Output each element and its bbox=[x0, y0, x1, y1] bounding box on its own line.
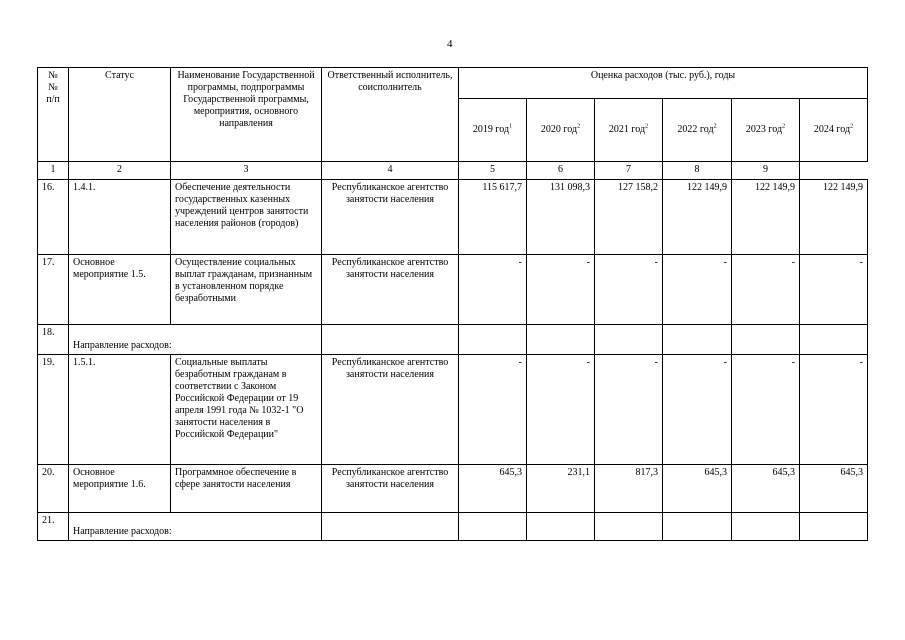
row-name: Социальные выплаты безработным гражданам в соответствии с Законом Российской Федерации от 19 апреля 1991 года № 1032-1 "О занятости населения в Российской Федерации" bbox=[171, 355, 322, 465]
empty-cell bbox=[663, 325, 732, 355]
table-row bbox=[38, 513, 868, 541]
empty-cell bbox=[800, 513, 868, 541]
row-value: - bbox=[663, 255, 732, 325]
header-status: Статус bbox=[69, 68, 171, 162]
header-year-2023: 2023 год$^2$ bbox=[732, 99, 800, 162]
row-status: Основное мероприятие 1.5. bbox=[69, 255, 171, 325]
column-number: 9 bbox=[732, 162, 800, 180]
row-value: 127 158,2 bbox=[595, 180, 663, 255]
row-number: 18. bbox=[38, 325, 69, 355]
empty-cell bbox=[322, 325, 459, 355]
row-value: - bbox=[459, 355, 527, 465]
column-number: 6 bbox=[527, 162, 595, 180]
table-row bbox=[38, 325, 868, 355]
header-year-2020: 2020 год$^2$ bbox=[527, 99, 595, 162]
column-number: 3 bbox=[171, 162, 322, 180]
row-responsible: Республиканское агентство занятости населения bbox=[322, 180, 459, 255]
header-year-2022: 2022 год$^2$ bbox=[663, 99, 732, 162]
empty-cell bbox=[800, 325, 868, 355]
row-name: Программное обеспечение в сфере занятости населения bbox=[171, 465, 322, 513]
page-number: 4 bbox=[447, 38, 453, 50]
row-value: 645,3 bbox=[800, 465, 868, 513]
row-number: 20. bbox=[38, 465, 69, 513]
row-value: 645,3 bbox=[459, 465, 527, 513]
header-name: Наименование Государственной программы, подпрограммы Государственной программы, мероприятия, основного направления bbox=[171, 68, 322, 162]
row-responsible: Республиканское агентство занятости населения bbox=[322, 465, 459, 513]
row-value: 817,3 bbox=[595, 465, 663, 513]
row-name: Обеспечение деятельности государственных казенных учреждений центров занятости населения районов (городов) bbox=[171, 180, 322, 255]
header-year-2024: 2024 год$^2$ bbox=[800, 99, 868, 162]
row-value: - bbox=[527, 255, 595, 325]
empty-cell bbox=[527, 325, 595, 355]
empty-cell bbox=[459, 513, 527, 541]
row-value: 122 149,9 bbox=[800, 180, 868, 255]
table-row bbox=[38, 255, 868, 325]
row-value: 645,3 bbox=[663, 465, 732, 513]
empty-cell bbox=[322, 513, 459, 541]
empty-cell bbox=[459, 325, 527, 355]
row-value: - bbox=[732, 255, 800, 325]
row-value: 645,3 bbox=[732, 465, 800, 513]
row-value: - bbox=[595, 355, 663, 465]
row-responsible: Республиканское агентство занятости населения bbox=[322, 255, 459, 325]
empty-cell bbox=[732, 513, 800, 541]
header-responsible: Ответственный исполнитель, соисполнитель bbox=[322, 68, 459, 162]
row-value: - bbox=[459, 255, 527, 325]
empty-cell bbox=[595, 325, 663, 355]
empty-cell bbox=[663, 513, 732, 541]
column-number: 2 bbox=[69, 162, 171, 180]
empty-cell bbox=[527, 513, 595, 541]
column-number: 8 bbox=[663, 162, 732, 180]
row-value: - bbox=[663, 355, 732, 465]
row-value: - bbox=[595, 255, 663, 325]
column-number: 4 bbox=[322, 162, 459, 180]
expenditure-table bbox=[37, 67, 868, 541]
row-value: - bbox=[527, 355, 595, 465]
header-year-2021: 2021 год$^2$ bbox=[595, 99, 663, 162]
row-value: - bbox=[800, 355, 868, 465]
row-number: 21. bbox=[38, 513, 69, 541]
column-number: 7 bbox=[595, 162, 663, 180]
header-estimate: Оценка расходов (тыс. руб.), годы bbox=[459, 68, 868, 99]
row-status: 1.4.1. bbox=[69, 180, 171, 255]
empty-cell bbox=[732, 325, 800, 355]
row-value: 131 098,3 bbox=[527, 180, 595, 255]
row-number: 19. bbox=[38, 355, 69, 465]
row-status: Основное мероприятие 1.6. bbox=[69, 465, 171, 513]
column-number: 1 bbox=[38, 162, 69, 180]
header-num: № № п/п bbox=[38, 68, 69, 162]
row-value: 122 149,9 bbox=[663, 180, 732, 255]
row-value: - bbox=[800, 255, 868, 325]
row-value: 122 149,9 bbox=[732, 180, 800, 255]
row-status: 1.5.1. bbox=[69, 355, 171, 465]
row-responsible: Республиканское агентство занятости населения bbox=[322, 355, 459, 465]
table-row bbox=[38, 180, 868, 255]
header-year-2019: 2019 год$^1$ bbox=[459, 99, 527, 162]
table-row bbox=[38, 465, 868, 513]
header-row-1 bbox=[38, 68, 868, 99]
row-value: 231,1 bbox=[527, 465, 595, 513]
table-row bbox=[38, 355, 868, 465]
row-number: 17. bbox=[38, 255, 69, 325]
row-number: 16. bbox=[38, 180, 69, 255]
row-direction: Направление расходов: bbox=[69, 325, 322, 355]
row-name: Осуществление социальных выплат гражданам, признанным в установленном порядке безработными bbox=[171, 255, 322, 325]
empty-cell bbox=[595, 513, 663, 541]
row-value: 115 617,7 bbox=[459, 180, 527, 255]
column-number: 5 bbox=[459, 162, 527, 180]
row-direction: Направление расходов: bbox=[69, 513, 322, 541]
column-number-row bbox=[38, 162, 868, 180]
row-value: - bbox=[732, 355, 800, 465]
